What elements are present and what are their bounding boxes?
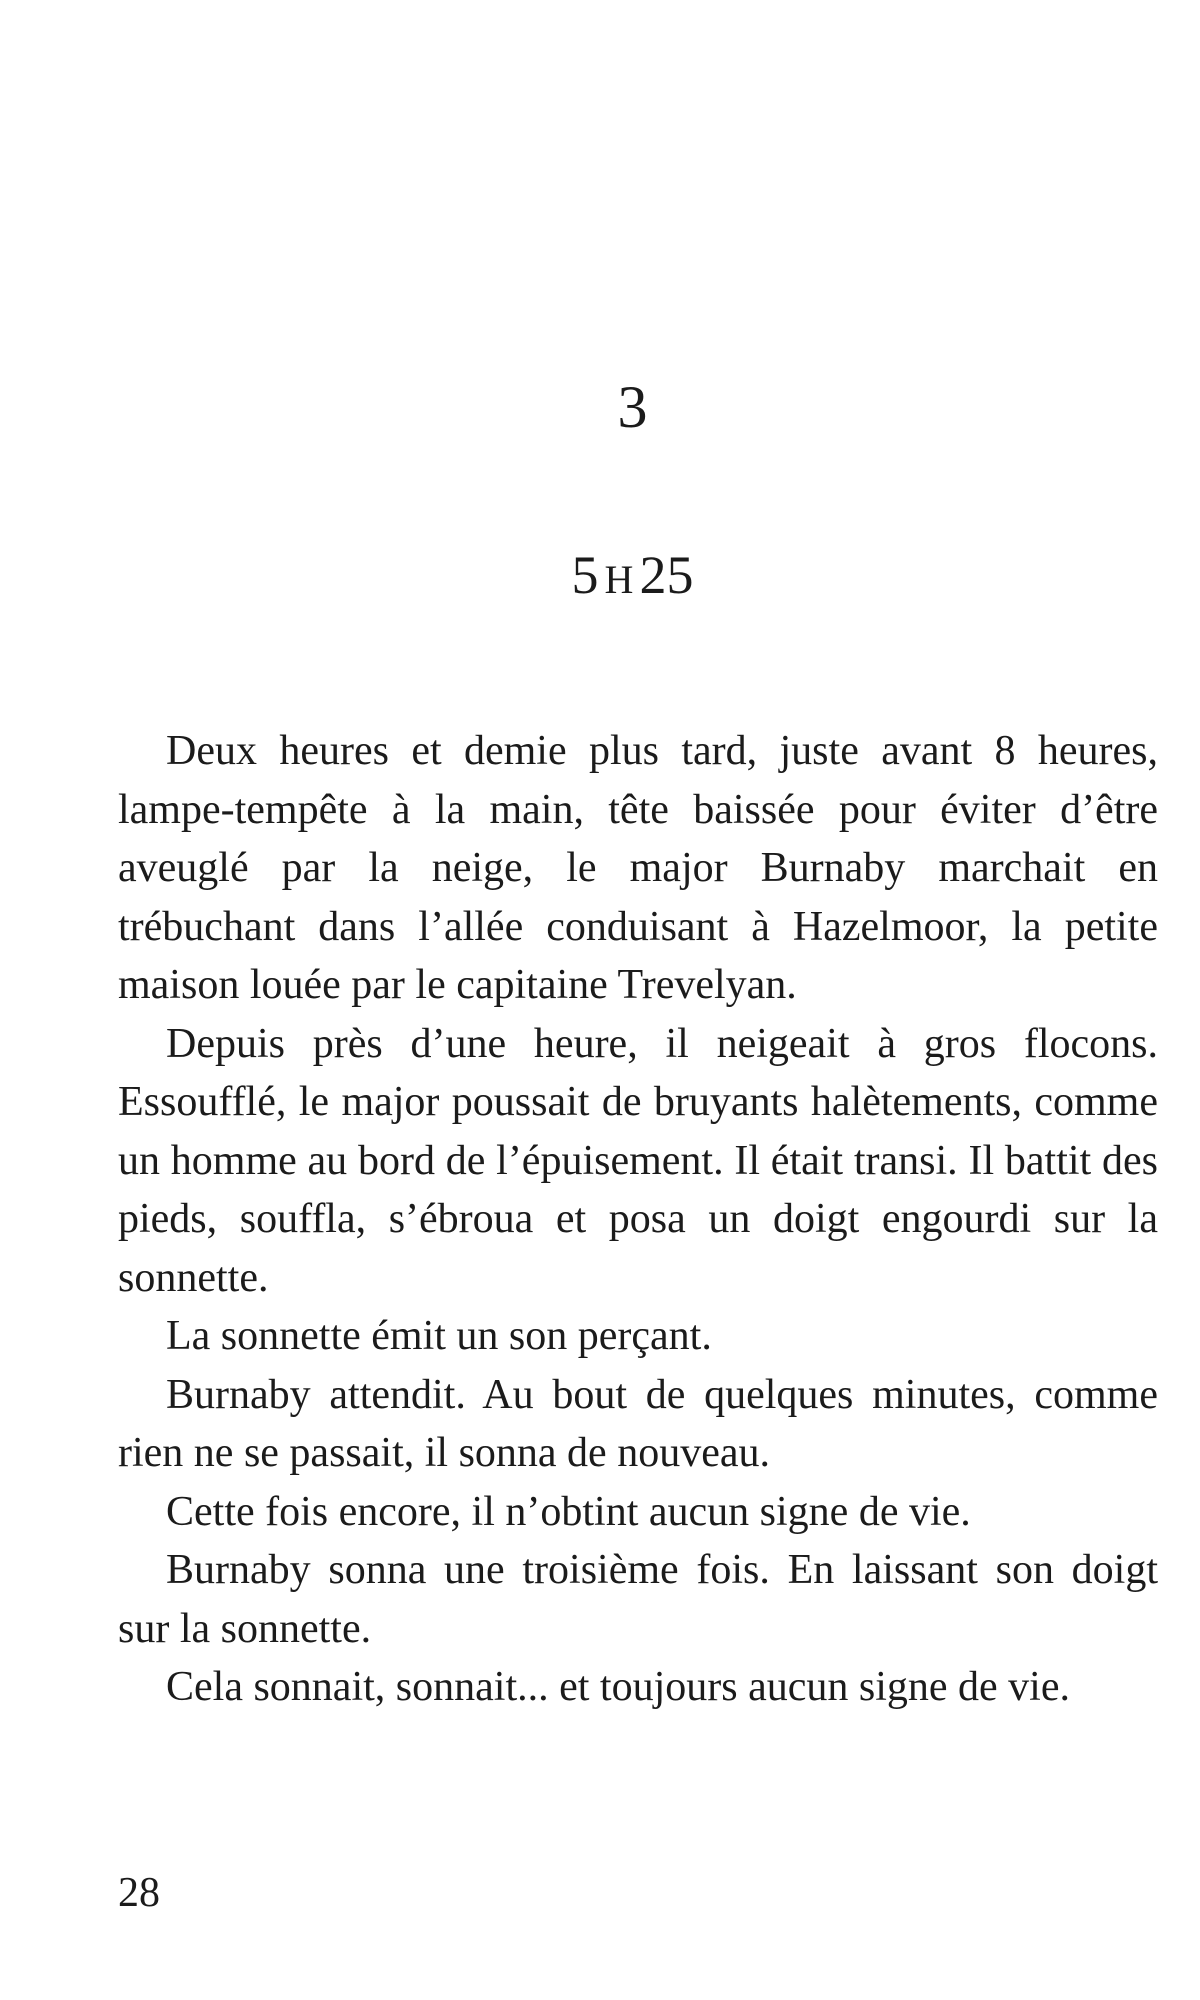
- paragraph: Depuis près d’une heure, il neigeait à gros flocons. Essoufflé, le major poussait de bruyants halètements, comme un homme au bord de l’épuisement. Il était transi. Il battit des pieds, souffla, s’ébroua et posa un doigt engourdi sur la sonnette.: [118, 1020, 1158, 1301]
- paragraph: Cela sonnait, sonnait... et toujours aucun signe de vie.: [166, 1664, 1070, 1710]
- chapter-title-hour: 5: [571, 545, 599, 605]
- chapter-title: [0, 542, 1200, 613]
- paragraph: Burnaby attendit. Au bout de quelques minutes, comme rien ne se passait, il sonna de nouveau.: [118, 1371, 1158, 1476]
- paragraph: La sonnette émit un son perçant.: [166, 1313, 712, 1359]
- chapter-title-unit: H: [604, 557, 634, 602]
- paragraph: Cette fois encore, il n’obtint aucun signe de vie.: [166, 1488, 971, 1535]
- chapter-body: [118, 722, 1158, 1717]
- chapter-number: 3: [617, 374, 648, 440]
- page-number: 28: [118, 1870, 160, 1916]
- chapter-title-minutes: 25: [639, 545, 694, 605]
- paragraph: Deux heures et demie plus tard, juste avant 8 heures, lampe-tempête à la main, tête baissée pour éviter d’être aveuglé par la neige, le major Burnaby marchait en trébuchant dans l’allée conduisant à Hazelmoor, la petite maison louée par le capitaine Trevelyan.: [118, 728, 1158, 1008]
- paragraph: Burnaby sonna une troisième fois. En laissant son doigt sur la sonnette.: [118, 1547, 1158, 1652]
